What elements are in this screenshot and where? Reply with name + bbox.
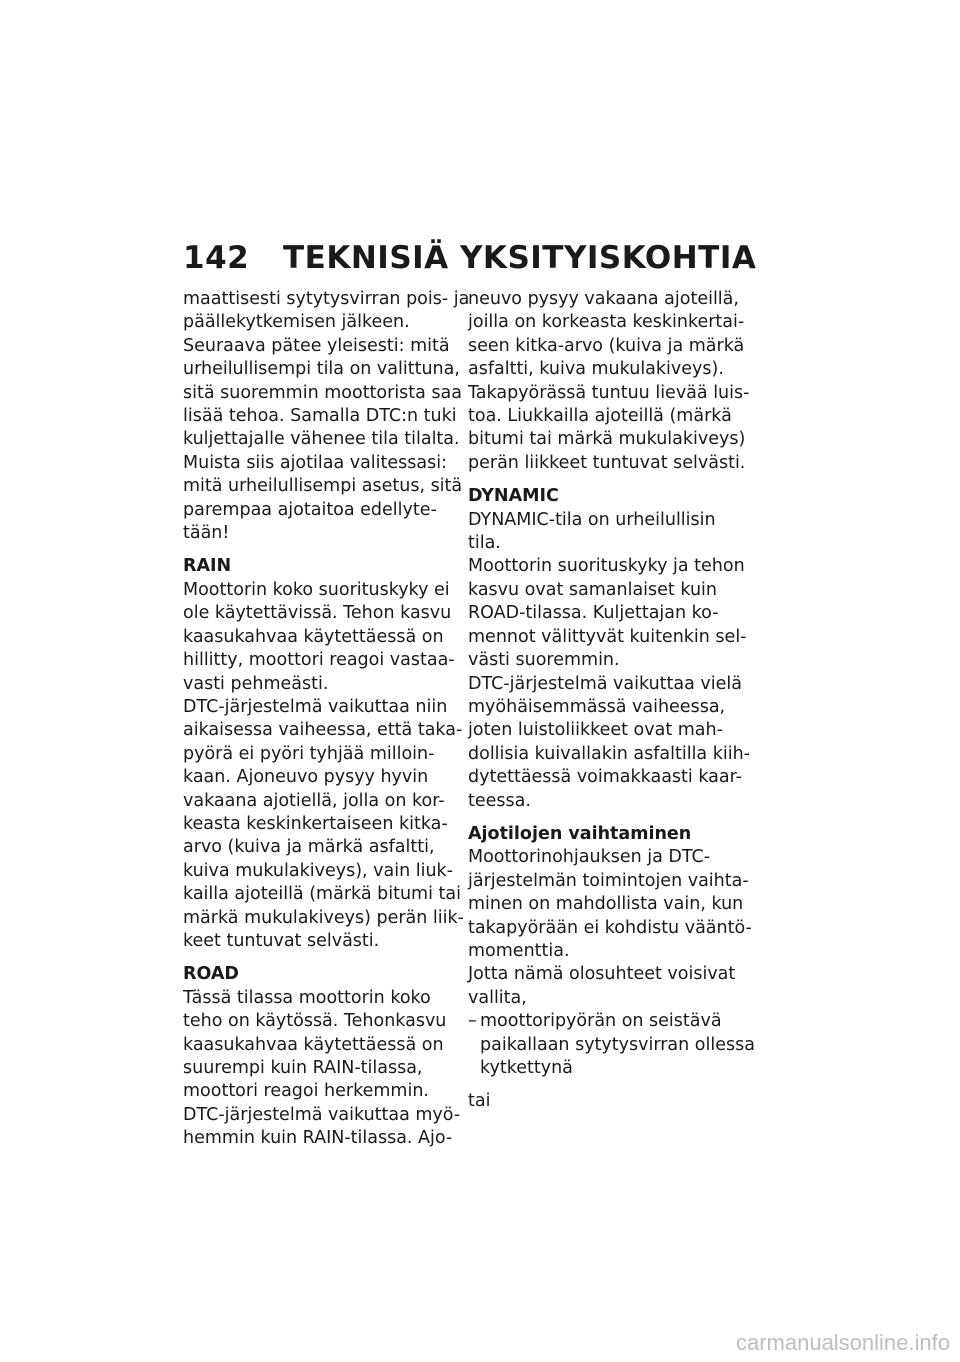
text-line: myöhäisemmässä vaiheessa, xyxy=(468,696,726,717)
page-number: 142 xyxy=(183,240,250,276)
text-line: keet tuntuvat selvästi. xyxy=(183,930,380,951)
text-line: keasta keskinkertaiseen kitka- xyxy=(183,813,448,834)
text-line: kailla ajoteillä (märkä bitumi tai xyxy=(183,884,461,905)
text-line: vakaana ajotiellä, jolla on kor- xyxy=(183,790,445,811)
text-line: neuvo pysyy vakaana ajoteillä, xyxy=(468,289,739,309)
bullet-item xyxy=(468,1010,755,1080)
text-line: sitä suoremmin moottorista saa xyxy=(183,382,463,403)
text-line: seen kitka-arvo (kuiva ja märkä xyxy=(468,335,745,356)
text-line: asfaltti, kuiva mukulakiveys). xyxy=(468,359,724,380)
text-line: järjestelmän toimintojen vaihta- xyxy=(468,870,749,891)
text-line: hillitty, moottori reagoi vastaa- xyxy=(183,650,455,671)
text-line: pyörä ei pyöri tyhjää milloin- xyxy=(183,743,435,764)
dynamic-paragraph xyxy=(468,509,750,813)
text-line: lisää tehoa. Samalla DTC:n tuki xyxy=(183,406,457,427)
text-line: DTC-järjestelmä vaikuttaa vielä xyxy=(468,673,742,694)
text-line: kuiva mukulakiveys), vain liuk- xyxy=(183,860,454,881)
text-line: vallita, xyxy=(468,987,527,1008)
bullet-text xyxy=(480,1010,755,1080)
road-heading: ROAD xyxy=(183,964,239,985)
text-line: teessa. xyxy=(468,790,531,811)
text-line: takapyörään ei kohdistu vääntö- xyxy=(468,917,752,938)
text-line: vasti pehmeästi. xyxy=(183,673,329,694)
chapter-title: TEKNISIÄ YKSITYISKOHTIA xyxy=(283,240,757,276)
text-line: arvo (kuiva ja märkä asfaltti, xyxy=(183,837,435,858)
text-line: teho on käytössä. Tehonkasvu xyxy=(183,1011,447,1032)
text-line: Moottorin suorituskyky ja tehon xyxy=(468,556,745,577)
text-line: kaasukahvaa käytettäessä on xyxy=(183,626,444,647)
text-line: ROAD-tilassa. Kuljettajan ko- xyxy=(468,603,719,624)
text-line: DTC-järjestelmä vaikuttaa myö- xyxy=(183,1104,461,1125)
text-line: bitumi tai märkä mukulakiveys) xyxy=(468,429,746,450)
bullet-dash: – xyxy=(468,1011,477,1032)
text-line: aikaisessa vaiheessa, että taka- xyxy=(183,720,463,741)
watermark: carmanualsonline.info xyxy=(735,1330,950,1355)
text-line: päällekytkemisen jälkeen. xyxy=(183,312,410,333)
intro-paragraph xyxy=(183,288,470,545)
text-line: kaasukahvaa käytettäessä on xyxy=(183,1034,444,1055)
rain-paragraph xyxy=(183,579,465,954)
text-line: joten luistoliikkeet ovat mah- xyxy=(468,720,723,741)
text-line: Moottorinohjauksen ja DTC- xyxy=(468,847,711,868)
switching-heading: Ajotilojen vaihtaminen xyxy=(468,823,692,844)
text-line: moottori reagoi herkemmin. xyxy=(183,1081,429,1102)
text-line: Muista siis ajotilaa valitessasi: xyxy=(183,452,447,473)
text-line: märkä mukulakiveys) perän liik- xyxy=(183,907,464,928)
text-line: mennot välittyvät kuitenkin sel- xyxy=(468,626,747,647)
dynamic-heading: DYNAMIC xyxy=(468,486,559,507)
text-line: kaan. Ajoneuvo pysyy hyvin xyxy=(183,767,429,788)
text-line: västi suoremmin. xyxy=(468,650,620,671)
road-paragraph xyxy=(183,987,465,1151)
text-line: maattisesti sytytysvirran pois- ja xyxy=(183,289,470,309)
switching-paragraph xyxy=(468,846,750,1010)
text-line: tään! xyxy=(183,523,230,544)
right-column xyxy=(468,288,755,1114)
text-line: dytettäessä voimakkaasti kaar- xyxy=(468,767,743,788)
text-line: momenttia. xyxy=(468,940,570,961)
page-header xyxy=(183,240,763,280)
text-line: Seuraava pätee yleisesti: mitä xyxy=(183,335,450,356)
road-paragraph-continued xyxy=(468,288,750,475)
text-line: perän liikkeet tuntuvat selvästi. xyxy=(468,452,746,473)
text-line: urheilullisempi tila on valittuna, xyxy=(183,359,460,380)
text-line: kasvu ovat samanlaiset kuin xyxy=(468,579,717,600)
text-line: DTC-järjestelmä vaikuttaa niin xyxy=(183,696,448,717)
text-line: DYNAMIC-tila on urheilullisin xyxy=(468,509,716,530)
text-line: Jotta nämä olosuhteet voisivat xyxy=(468,964,736,985)
text-line: toa. Liukkailla ajoteillä (märkä xyxy=(468,406,732,427)
text-line: joilla on korkeasta keskinkertai- xyxy=(468,312,745,333)
text-line: Takapyörässä tuntuu lievää luis- xyxy=(468,382,750,403)
text-line: paikallaan sytytysvirran ollessa xyxy=(480,1034,755,1055)
text-line: dollisia kuivallakin asfaltilla kiih- xyxy=(468,743,750,764)
left-column xyxy=(183,288,470,1151)
text-line: mitä urheilullisempi asetus, sitä xyxy=(183,476,463,497)
text-line: tila. xyxy=(468,533,501,554)
text-line: Moottorin koko suorituskyky ei xyxy=(183,579,450,600)
text-line: parempaa ajotaitoa edellyte- xyxy=(183,499,437,520)
text-line: kytkettynä xyxy=(480,1058,573,1078)
text-line: Tässä tilassa moottorin koko xyxy=(183,987,431,1008)
text-line: kuljettajalle vähenee tila tilalta. xyxy=(183,429,460,450)
text-line: hemmin kuin RAIN-tilassa. Ajo- xyxy=(183,1128,453,1149)
text-line: ole käytettävissä. Tehon kasvu xyxy=(183,603,452,624)
rain-heading: RAIN xyxy=(183,556,232,577)
text-line: suurempi kuin RAIN-tilassa, xyxy=(183,1058,423,1078)
text-line: moottoripyörän on seistävä xyxy=(480,1011,722,1032)
tai-text: tai xyxy=(468,1091,491,1112)
text-line: minen on mahdollista vain, kun xyxy=(468,894,744,915)
